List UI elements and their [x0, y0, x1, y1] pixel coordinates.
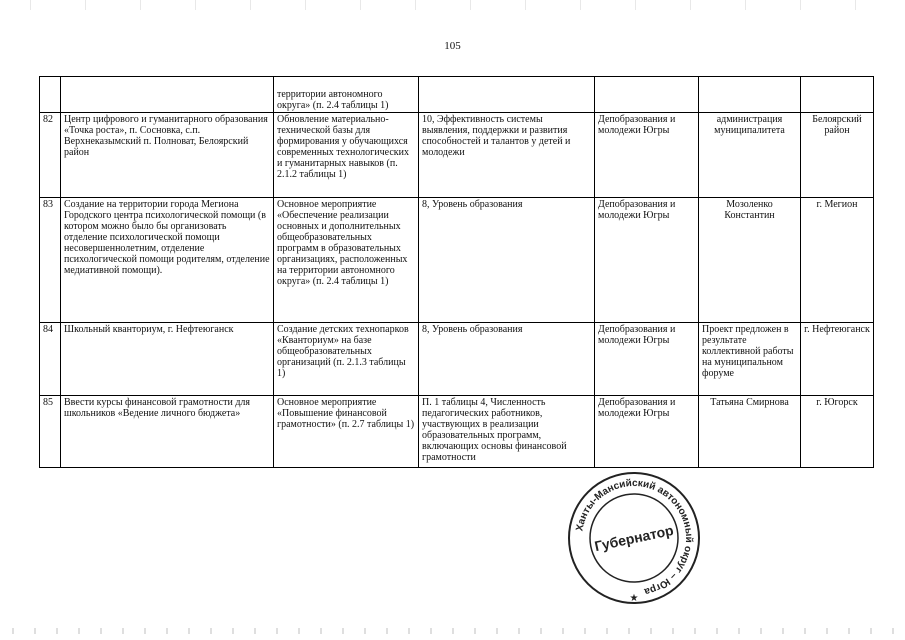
cell-indicator [419, 77, 595, 113]
row-executor: Татьяна Смирнова [699, 396, 801, 468]
stamp-star-icon: ★ [629, 593, 639, 604]
scan-noise-bottom [0, 628, 905, 634]
plan-table [39, 76, 874, 468]
row-event: Обновление материально-технической базы для формирования у обучающихся современных технологических и гуманитарных навыков (п. 2.1.2 таблицы 1) [274, 113, 419, 198]
row-indicator: П. 1 таблицы 4, Численность педагогических работников, участвующих в реализации образовательных программ, включающих основы финансовой грамотности [419, 396, 595, 468]
row-territory: Белоярский район [801, 113, 874, 198]
row-executor: администрация муниципалитета [699, 113, 801, 198]
row-territory: г. Мегион [801, 198, 874, 323]
row-name: Центр цифрового и гуманитарного образования «Точка роста», п. Сосновка, с.п. Верхнеказымский п. Полноват, Белоярский район [61, 113, 274, 198]
cell-responsible [595, 77, 699, 113]
event-text: территории автономного округа» (п. 2.4 таблицы 1) [277, 89, 389, 111]
row-number: 85 [40, 396, 61, 468]
row-number: 83 [40, 198, 61, 323]
row-responsible: Депобразования и молодежи Югры [595, 113, 699, 198]
row-name: Создание на территории города Мегиона Городского центра психологической помощи (в котором можно было бы организовать отделение психологической помощи несовершеннолетним, отделение психологической помощи родителям, отделение медиативной помощи). [61, 198, 274, 323]
row-responsible: Депобразования и молодежи Югры [595, 396, 699, 468]
scan-noise-top [0, 0, 905, 10]
cell-executor [699, 77, 801, 113]
table-row-continuation [40, 77, 874, 113]
cell-territory [801, 77, 874, 113]
governor-stamp [566, 470, 702, 606]
table-row [40, 396, 874, 468]
row-number: 82 [40, 113, 61, 198]
row-territory: г. Югорск [801, 396, 874, 468]
row-indicator: 10, Эффективность системы выявления, поддержки и развития способностей и талантов у детей и молодежи [419, 113, 595, 198]
row-indicator: 8, Уровень образования [419, 198, 595, 323]
row-responsible: Депобразования и молодежи Югры [595, 198, 699, 323]
row-name: Ввести курсы финансовой грамотности для школьников «Ведение личного бюджета» [61, 396, 274, 468]
stamp-center-text: Губернатор [593, 521, 675, 555]
stamp-ring-text: Ханты-Мансийский автономный округ – Югра [574, 477, 695, 597]
table-row [40, 113, 874, 198]
row-executor: Проект предложен в результате коллективной работы на муниципальном форуме [699, 323, 801, 396]
row-territory: г. Нефтеюганск [801, 323, 874, 396]
row-responsible: Депобразования и молодежи Югры [595, 323, 699, 396]
table-row [40, 198, 874, 323]
row-executor: Мозоленко Константин [699, 198, 801, 323]
row-event: Основное мероприятие «Повышение финансовой грамотности» (п. 2.7 таблицы 1) [274, 396, 419, 468]
cell-name [61, 77, 274, 113]
cell-num [40, 77, 61, 113]
table-row [40, 323, 874, 396]
row-indicator: 8, Уровень образования [419, 323, 595, 396]
row-number: 84 [40, 323, 61, 396]
row-event: Создание детских технопарков «Кванториум» на базе общеобразовательных организаций (п. 2.1.3 таблицы 1) [274, 323, 419, 396]
cell-event [274, 77, 419, 113]
row-event: Основное мероприятие «Обеспечение реализации основных и дополнительных общеобразовательных программ в образовательных организациях, расположенных на территории автономного округа» (п. 2.4 таблицы 1) [274, 198, 419, 323]
page-number: 105 [444, 40, 461, 52]
row-name: Школьный кванториум, г. Нефтеюганск [61, 323, 274, 396]
